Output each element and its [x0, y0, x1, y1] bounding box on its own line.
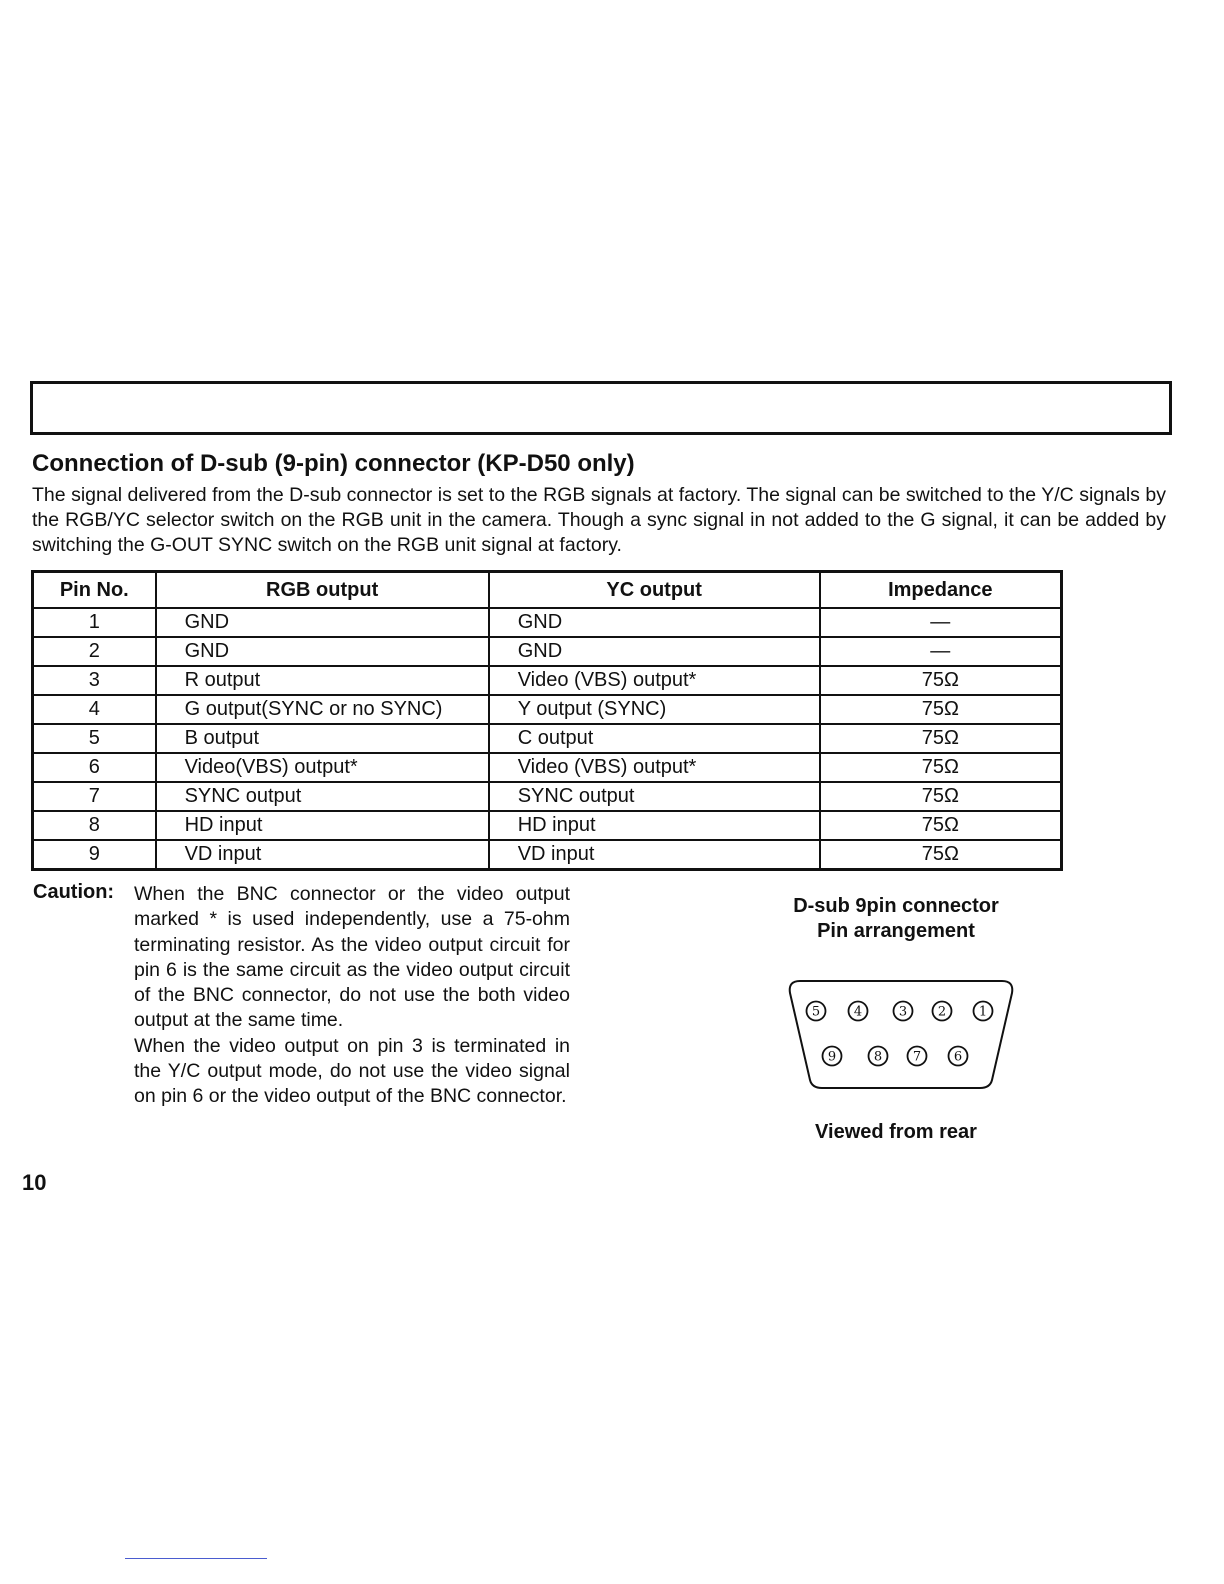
caution-paragraph-2: When the video output on pin 3 is terminated in the Y/C output mode, do not use the video signal on pin 6 or the video output of the BNC connector.: [134, 1034, 570, 1108]
pin-3: [894, 1002, 913, 1021]
pin-2: [933, 1002, 952, 1021]
impedance-cell: 75Ω: [820, 666, 1062, 695]
rgb-output-cell: B output: [156, 724, 489, 753]
section-title: Connection of D-sub (9-pin) connector (KP-D50 only): [32, 450, 635, 477]
rgb-output-cell: Video(VBS) output*: [156, 753, 489, 782]
svg-text:2: 2: [937, 1004, 947, 1020]
dsub-connector-diagram: [786, 976, 1016, 1092]
connector-caption: Viewed from rear: [815, 1121, 977, 1143]
table-row: [33, 724, 1062, 753]
header-rgb-output: RGB output: [156, 572, 489, 609]
yc-output-cell: VD input: [489, 840, 820, 870]
pin-row-top: [807, 1002, 993, 1021]
pin-number: 7: [33, 782, 156, 811]
caution-label: Caution:: [33, 881, 115, 903]
svg-text:7: 7: [912, 1049, 922, 1065]
caution-paragraph-1: When the BNC connector or the video output marked * is used independently, use a 75-ohm terminating resistor. As the video output circuit for pin 6 is the same circuit as the video output circuit of the BNC connector, do not use the both video output at the same time.: [134, 883, 570, 1032]
svg-text:5: 5: [811, 1004, 821, 1020]
bottom-rule: [125, 1558, 267, 1559]
yc-output-cell: Video (VBS) output*: [489, 753, 820, 782]
table-row: [33, 782, 1062, 811]
pin-number: 2: [33, 637, 156, 666]
rgb-output-cell: GND: [156, 637, 489, 666]
pin-table: [31, 570, 1063, 871]
connector-outline: [790, 981, 1013, 1088]
pin-number: 5: [33, 724, 156, 753]
rgb-output-cell: R output: [156, 666, 489, 695]
header-impedance: Impedance: [820, 572, 1062, 609]
svg-text:9: 9: [827, 1049, 837, 1065]
header-pin-no: Pin No.: [33, 572, 156, 609]
svg-text:8: 8: [873, 1049, 883, 1065]
pin-number: 8: [33, 811, 156, 840]
impedance-cell: 75Ω: [820, 695, 1062, 724]
svg-text:3: 3: [898, 1004, 908, 1020]
svg-text:1: 1: [978, 1004, 988, 1020]
impedance-cell: —: [820, 637, 1062, 666]
connector-diagram-title: [760, 894, 1032, 944]
pin-6: [949, 1047, 968, 1066]
table-row: [33, 695, 1062, 724]
intro-paragraph: The signal delivered from the D-sub connector is set to the RGB signals at factory. The signal can be switched to the Y/C signals by the RGB/YC selector switch on the RGB unit in the camera. Though a sync signal in not added to the G signal, it can be added by switching the G-OUT SYNC switch on the RGB unit signal at factory.: [32, 484, 1166, 556]
table-header-row: [33, 572, 1062, 609]
rgb-output-cell: GND: [156, 608, 489, 637]
impedance-cell: 75Ω: [820, 840, 1062, 870]
pin-8: [869, 1047, 888, 1066]
pin-5: [807, 1002, 826, 1021]
yc-output-cell: HD input: [489, 811, 820, 840]
pin-9: [823, 1047, 842, 1066]
impedance-cell: 75Ω: [820, 782, 1062, 811]
connector-title-line-1: D-sub 9pin connector: [793, 895, 999, 917]
yc-output-cell: GND: [489, 608, 820, 637]
rgb-output-cell: HD input: [156, 811, 489, 840]
yc-output-cell: SYNC output: [489, 782, 820, 811]
page-number: 10: [22, 1170, 47, 1195]
rgb-output-cell: VD input: [156, 840, 489, 870]
impedance-cell: 75Ω: [820, 811, 1062, 840]
pin-1: [974, 1002, 993, 1021]
rgb-output-cell: G output(SYNC or no SYNC): [156, 695, 489, 724]
impedance-cell: 75Ω: [820, 724, 1062, 753]
table-row: [33, 840, 1062, 870]
table-row: [33, 753, 1062, 782]
impedance-cell: 75Ω: [820, 753, 1062, 782]
svg-text:4: 4: [853, 1004, 863, 1020]
table-row: [33, 666, 1062, 695]
pin-7: [908, 1047, 927, 1066]
table-row: [33, 637, 1062, 666]
pin-number: 9: [33, 840, 156, 870]
pin-number: 4: [33, 695, 156, 724]
header-frame: [30, 381, 1172, 435]
rgb-output-cell: SYNC output: [156, 782, 489, 811]
pin-number: 1: [33, 608, 156, 637]
yc-output-cell: GND: [489, 637, 820, 666]
impedance-cell: —: [820, 608, 1062, 637]
pin-number: 3: [33, 666, 156, 695]
svg-text:6: 6: [953, 1049, 963, 1065]
header-yc-output: YC output: [489, 572, 820, 609]
pin-number: 6: [33, 753, 156, 782]
pin-row-bottom: [823, 1047, 968, 1066]
connector-title-line-2: Pin arrangement: [817, 920, 975, 942]
table-row: [33, 608, 1062, 637]
caution-text: [134, 882, 570, 1110]
table-row: [33, 811, 1062, 840]
yc-output-cell: C output: [489, 724, 820, 753]
yc-output-cell: Video (VBS) output*: [489, 666, 820, 695]
yc-output-cell: Y output (SYNC): [489, 695, 820, 724]
pin-4: [849, 1002, 868, 1021]
